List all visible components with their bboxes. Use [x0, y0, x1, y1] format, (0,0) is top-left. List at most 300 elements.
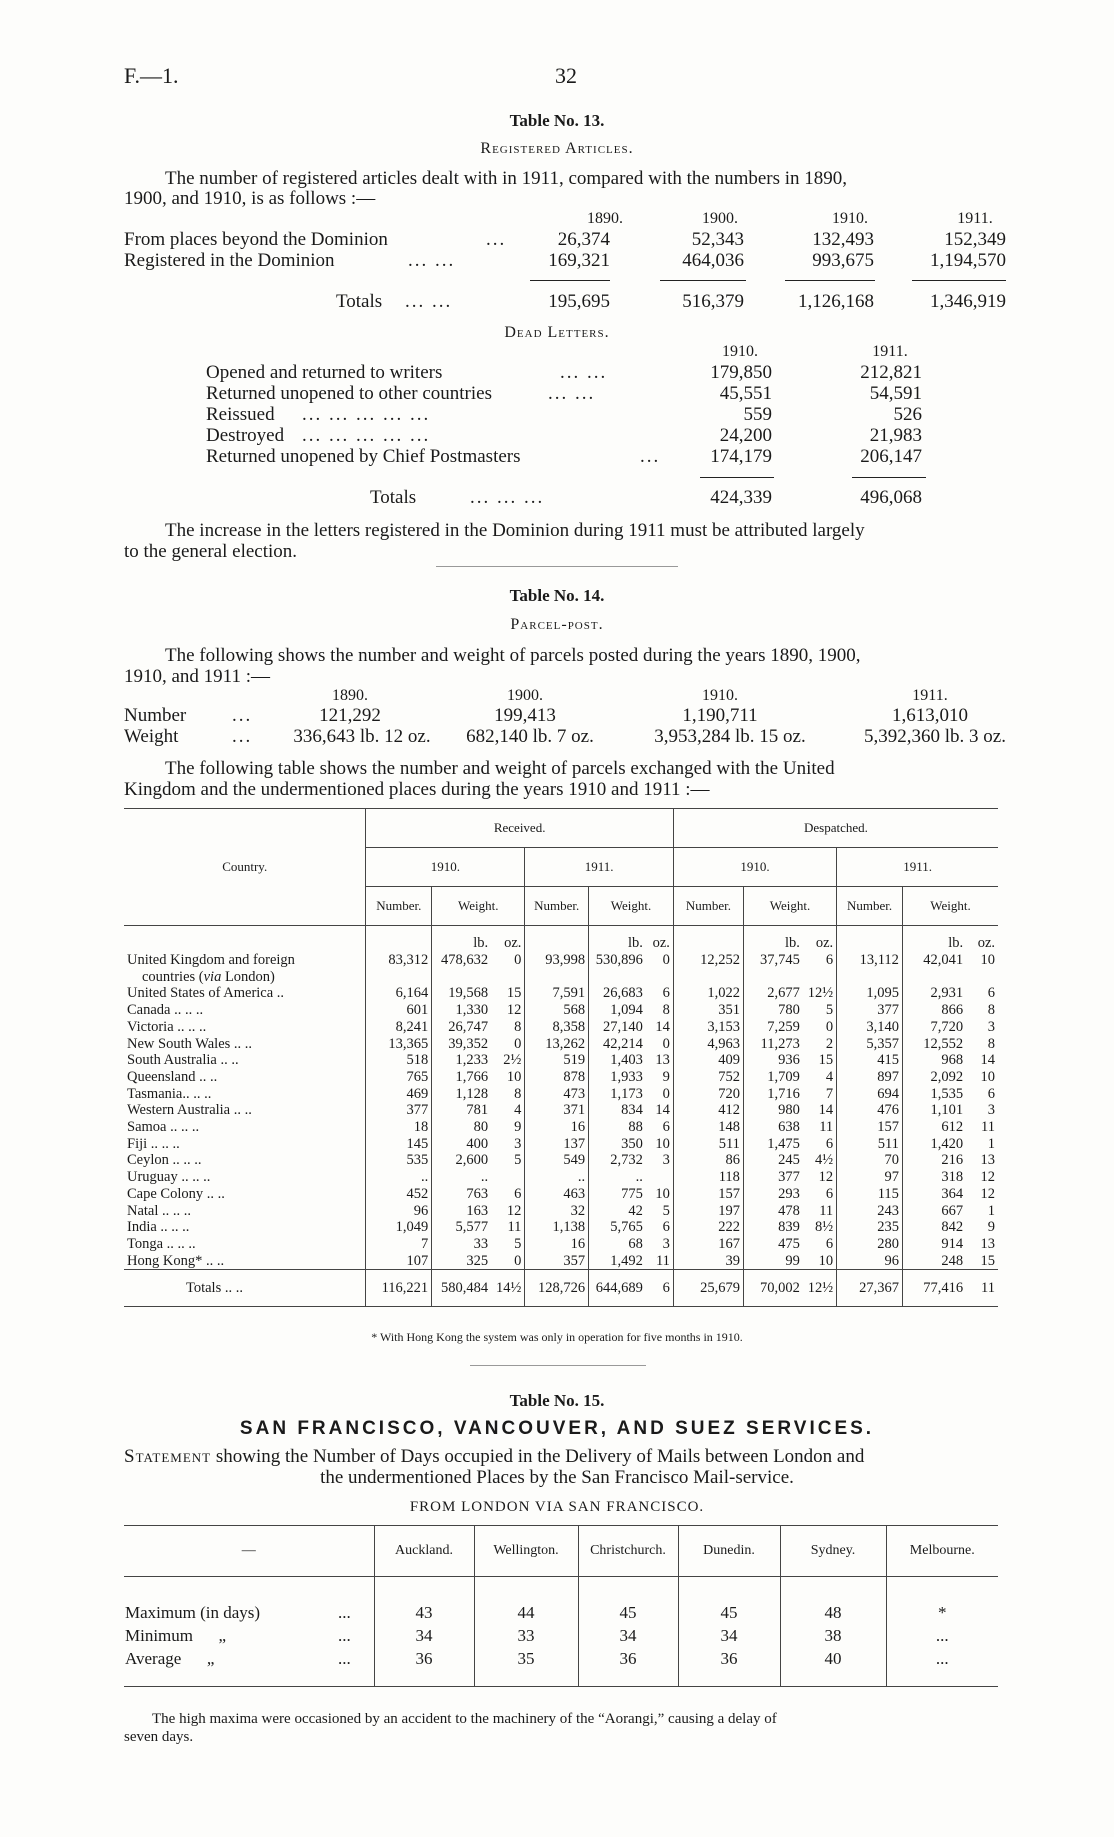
cell-number: 243	[837, 1203, 903, 1220]
cell-weight-oz: 12	[491, 1002, 525, 1019]
cell-number: 357	[525, 1253, 589, 1270]
value-1911: 1,194,570	[930, 250, 1006, 271]
cell-number: 32	[525, 1203, 589, 1220]
auckland-value: 36	[374, 1647, 474, 1670]
wellington-value: 35	[474, 1647, 578, 1670]
cell-number: 535	[366, 1152, 432, 1169]
wellington-value: 33	[474, 1624, 578, 1647]
cell-weight-lb: 866	[902, 1002, 966, 1019]
country-cell	[124, 1236, 366, 1253]
cell-weight-oz: 14	[646, 1102, 674, 1119]
value-1910: 174,179	[710, 446, 772, 467]
country-cell	[124, 1136, 366, 1153]
cell-number: 1,049	[366, 1219, 432, 1236]
leader-dots: ...	[338, 1649, 351, 1668]
dunedin-header: Dunedin.	[678, 1526, 780, 1577]
cell-weight-lb: 7,259	[743, 1019, 802, 1036]
melbourne-header: Melbourne.	[886, 1526, 998, 1577]
units-row	[124, 926, 998, 953]
leader-dots: ...	[640, 446, 661, 467]
cell-number: 371	[525, 1102, 589, 1119]
table-14-intro-line2: 1910, and 1911 :—	[124, 666, 271, 687]
cell-weight-lb: 27,140	[589, 1019, 646, 1036]
table-row	[124, 1186, 998, 1203]
table-15-statement-line2: the undermentioned Places by the San Francisco Mail-service.	[320, 1467, 794, 1488]
cell-weight-lb: 1,094	[589, 1002, 646, 1019]
table-row	[124, 1002, 998, 1019]
cell-weight-oz: 9	[987, 1219, 995, 1236]
cell-weight-oz: 12½	[803, 985, 837, 1002]
empty-cell	[803, 969, 837, 986]
cell-number: 377	[837, 1002, 903, 1019]
label-text: Maximum (in days)	[125, 1603, 261, 1622]
country-name: Fiji .. .. ..	[127, 1135, 180, 1152]
cell-number: 128,726	[525, 1270, 589, 1307]
weight-1890: 336,643 lb. 12 oz.	[293, 726, 431, 747]
cell-weight-lb: 1,128	[432, 1086, 491, 1103]
country-name: Natal .. .. ..	[127, 1202, 192, 1219]
year-1911: 1911.	[957, 210, 993, 227]
total-1900: 516,379	[682, 291, 744, 312]
cell-weight-oz: 10	[646, 1186, 674, 1203]
cell-number: 452	[366, 1186, 432, 1203]
table-row	[124, 985, 998, 1002]
cell-weight-lb: 1,420	[902, 1136, 966, 1153]
cell-number: 96	[837, 1253, 903, 1270]
cell-weight-oz: 0	[646, 952, 674, 969]
cell-weight-oz: 9	[646, 1069, 674, 1086]
row-label	[124, 1647, 374, 1670]
cell-number: 70	[837, 1152, 903, 1169]
cell-number: 463	[525, 1186, 589, 1203]
cell-weight-oz: 15	[491, 985, 525, 1002]
leader-dots: ...	[232, 705, 253, 726]
country-name: Tasmania.. .. ..	[127, 1085, 212, 1102]
cell-weight-lb: 530,896	[589, 952, 646, 969]
leader-dots: ... ...	[408, 250, 456, 271]
cell-weight-lb: 293	[743, 1186, 802, 1203]
value-1910: 45,551	[719, 383, 772, 404]
cell-weight-lb: 2,732	[589, 1152, 646, 1169]
cell-weight-lb: 77,416	[902, 1270, 966, 1307]
cell-weight-oz: 11	[803, 1203, 837, 1220]
cell-weight-lb: 914	[902, 1236, 966, 1253]
cell-number: 3,140	[837, 1019, 903, 1036]
statement-word: Statement	[124, 1446, 212, 1467]
cell-number: 511	[837, 1136, 903, 1153]
leader-dots: ... ...	[548, 383, 596, 404]
cell-weight-lb: 99	[743, 1253, 802, 1270]
cell-weight-lb: 1,173	[589, 1086, 646, 1103]
received-1911-header: 1911.	[525, 848, 674, 887]
weight-header: Weight.	[743, 887, 836, 926]
dead-letters-title: Dead Letters.	[504, 324, 610, 341]
weight-header: Weight.	[432, 887, 525, 926]
cell-weight-oz: 13	[980, 1235, 995, 1252]
country-cell	[124, 1186, 366, 1203]
country-name: Samoa .. .. ..	[127, 1119, 200, 1136]
cell-number: ..	[525, 1169, 589, 1186]
cell-weight-oz: 3	[987, 1102, 995, 1119]
cell-weight-oz: 11	[966, 1270, 998, 1307]
country-cell	[124, 1052, 366, 1069]
cell-weight-lb: 580,484	[432, 1270, 491, 1307]
cell-number: 720	[673, 1086, 743, 1103]
empty-cell	[673, 969, 743, 986]
cell-weight-oz: 10	[646, 1136, 674, 1153]
cell-weight-lb: 37,745	[743, 952, 802, 969]
label-text: Average „	[125, 1649, 215, 1668]
weight-1911: 5,392,360 lb. 3 oz.	[864, 726, 1006, 747]
cell-weight-oz: 12	[980, 1169, 995, 1186]
cell-weight-lb: 70,002	[743, 1270, 802, 1307]
label-text: Minimum „	[125, 1626, 227, 1645]
cell-weight-lb: 325	[432, 1253, 491, 1270]
country-name: Ceylon .. .. ..	[127, 1152, 202, 1169]
country-cell	[124, 1069, 366, 1086]
cell-number: 93,998	[525, 952, 589, 969]
country-name: United States of America ..	[127, 985, 285, 1002]
cell-number: 145	[366, 1136, 432, 1153]
cell-weight-lb: 216	[902, 1152, 966, 1169]
cell-number: 157	[673, 1186, 743, 1203]
table-14-intro-line1: The following shows the number and weight of parcels posted during the years 1890, 1900,	[165, 645, 861, 666]
table-row	[124, 1052, 998, 1069]
leader-dots: ... ...	[560, 362, 608, 383]
row-label	[124, 1601, 374, 1624]
cell-weight-oz: 3	[646, 1152, 674, 1169]
sydney-value: 40	[780, 1647, 886, 1670]
country-name: Western Australia .. ..	[127, 1102, 252, 1119]
cell-number: 280	[837, 1236, 903, 1253]
empty-cell	[432, 969, 491, 986]
cell-weight-oz	[491, 1169, 525, 1186]
cell-weight-oz: 13	[646, 1052, 674, 1069]
cell-weight-lb: 26,683	[589, 985, 646, 1002]
value-1911: 212,821	[860, 362, 922, 383]
cell-weight-lb: 1,709	[743, 1069, 802, 1086]
lb-unit: lb.	[743, 926, 802, 953]
melbourne-value: ...	[886, 1647, 998, 1670]
year-1890: 1890.	[587, 210, 623, 227]
cell-weight-lb: 42,041	[902, 952, 966, 969]
cell-weight-oz: 11	[646, 1253, 674, 1270]
cell-number: 765	[366, 1069, 432, 1086]
despatched-1910-header: 1910.	[673, 848, 836, 887]
cell-number: 694	[837, 1086, 903, 1103]
row-label: Returned unopened by Chief Postmasters	[206, 446, 521, 467]
christchurch-value: 45	[578, 1601, 678, 1624]
cell-weight-oz: 11	[803, 1119, 837, 1136]
cell-weight-oz: 1	[987, 1135, 995, 1152]
christchurch-header: Christchurch.	[578, 1526, 678, 1577]
cell-weight-lb: 1,475	[743, 1136, 802, 1153]
total-1890: 195,695	[548, 291, 610, 312]
cell-weight-oz: 6	[803, 952, 837, 969]
year-1911: 1911.	[912, 687, 948, 704]
weight-header: Weight.	[589, 887, 674, 926]
sydney-value: 48	[780, 1601, 886, 1624]
cell-weight-lb: 33	[432, 1236, 491, 1253]
row-label: Destroyed	[206, 425, 285, 446]
cell-weight-lb: 400	[432, 1136, 491, 1153]
table-row	[124, 1253, 998, 1270]
cell-weight-oz: 13	[980, 1152, 995, 1169]
cell-weight-lb: 163	[432, 1203, 491, 1220]
country-cell	[124, 1119, 366, 1136]
cell-number: 4,963	[673, 1036, 743, 1053]
cell-weight-lb: ..	[432, 1169, 491, 1186]
table-row	[124, 1219, 998, 1236]
country-name: Hong Kong* .. ..	[127, 1252, 225, 1269]
cell-weight-oz: 1	[987, 1202, 995, 1219]
table-15-title: Table No. 15.	[509, 1391, 605, 1410]
sydney-header: Sydney.	[780, 1526, 886, 1577]
row-label: Registered in the Dominion	[124, 250, 335, 271]
year-1910: 1910.	[832, 210, 868, 227]
oz-unit: oz.	[977, 935, 995, 952]
received-header: Received.	[366, 809, 674, 848]
lb-unit: lb.	[589, 926, 646, 953]
minimum-row	[124, 1624, 998, 1647]
year-1910: 1910.	[722, 343, 758, 360]
total-1911: 496,068	[860, 487, 922, 508]
cell-weight-lb: 781	[432, 1102, 491, 1119]
empty-cell	[366, 969, 432, 986]
cell-weight-oz: 8	[987, 1035, 995, 1052]
totals-label: Totals	[370, 487, 417, 508]
country-cell	[124, 1152, 366, 1169]
cell-weight-lb: 842	[902, 1219, 966, 1236]
country-cell	[124, 1086, 366, 1103]
cell-number: 549	[525, 1152, 589, 1169]
cell-number: 148	[673, 1119, 743, 1136]
lb-unit: lb.	[902, 926, 966, 953]
cell-number: 601	[366, 1002, 432, 1019]
cell-weight-oz: 7	[803, 1086, 837, 1103]
cell-weight-lb: 644,689	[589, 1270, 646, 1307]
cell-weight-lb: 80	[432, 1119, 491, 1136]
total-1911: 1,346,919	[930, 291, 1006, 312]
cell-weight-lb: 1,933	[589, 1069, 646, 1086]
cell-number: 13,262	[525, 1036, 589, 1053]
table-13-note-line1: The increase in the letters registered in the Dominion during 1911 must be attributed largely	[165, 520, 865, 541]
country-cell	[124, 1169, 366, 1186]
cell-weight-oz: 5	[491, 1152, 525, 1169]
cell-weight-oz: 0	[646, 1036, 674, 1053]
oz-unit: oz.	[803, 926, 837, 953]
cell-number: 107	[366, 1253, 432, 1270]
year-1900: 1900.	[702, 210, 738, 227]
table-row	[124, 1152, 998, 1169]
cell-weight-oz: 11	[981, 1119, 995, 1136]
wellington-header: Wellington.	[474, 1526, 578, 1577]
weight-1900: 682,140 lb. 7 oz.	[466, 726, 594, 747]
country-name: Totals .. ..	[186, 1280, 243, 1296]
leader-dots: ...	[338, 1603, 351, 1622]
cell-number: 6,164	[366, 985, 432, 1002]
cell-number: 511	[673, 1136, 743, 1153]
leader-dots: ... ... ...	[470, 487, 545, 508]
row-label	[124, 1624, 374, 1647]
cell-weight-oz: 2	[803, 1036, 837, 1053]
cell-weight-lb: 39,352	[432, 1036, 491, 1053]
cell-weight-lb: 478,632	[432, 952, 491, 969]
cell-weight-oz: 6	[491, 1186, 525, 1203]
cell-weight-oz: 8	[987, 1002, 995, 1019]
totals-row	[124, 1270, 998, 1307]
cell-number: 519	[525, 1052, 589, 1069]
section-divider	[436, 566, 678, 567]
cell-number: 167	[673, 1236, 743, 1253]
country-cell	[124, 1270, 366, 1307]
cell-number: 469	[366, 1086, 432, 1103]
cell-weight-oz: 6	[987, 985, 995, 1002]
cell-weight-lb: 11,273	[743, 1036, 802, 1053]
cell-weight-lb: 2,600	[432, 1152, 491, 1169]
table-row	[124, 1069, 998, 1086]
number-1910: 1,190,711	[682, 705, 758, 726]
cell-weight-oz: 8	[646, 1002, 674, 1019]
leader-dots: ... ...	[405, 291, 453, 312]
cell-weight-lb: 667	[902, 1203, 966, 1220]
cell-weight-lb: 26,747	[432, 1019, 491, 1036]
empty-cell	[966, 969, 998, 986]
cell-number: 1,138	[525, 1219, 589, 1236]
cell-weight-oz: 6	[646, 1119, 674, 1136]
cell-weight-oz: 12½	[803, 1270, 837, 1307]
cell-weight-lb: 248	[902, 1253, 966, 1270]
weight-label: Weight	[124, 726, 179, 747]
table-13-title: Table No. 13.	[509, 111, 605, 130]
cell-weight-lb: 19,568	[432, 985, 491, 1002]
sum-rule	[530, 280, 610, 281]
cell-weight-lb: ..	[589, 1169, 646, 1186]
sum-rule	[852, 477, 926, 478]
year-1910: 1910.	[702, 687, 738, 704]
cell-weight-oz	[646, 1169, 674, 1186]
table-14-intro-line3: The following table shows the number and weight of parcels exchanged with the United	[165, 758, 835, 779]
cell-weight-lb: 5,765	[589, 1219, 646, 1236]
value-1910: 993,675	[812, 250, 874, 271]
maximum-row	[124, 1601, 998, 1624]
cell-weight-oz: 0	[803, 1019, 837, 1036]
cell-number: 409	[673, 1052, 743, 1069]
cell-weight-oz: 8	[491, 1086, 525, 1103]
cell-weight-lb: 775	[589, 1186, 646, 1203]
cell-number: 568	[525, 1002, 589, 1019]
san-francisco-table	[124, 1525, 998, 1687]
cell-weight-oz: 0	[646, 1086, 674, 1103]
cell-number: 157	[837, 1119, 903, 1136]
table-row	[124, 1019, 998, 1036]
cell-weight-oz: 5	[646, 1203, 674, 1220]
cell-weight-lb: 968	[902, 1052, 966, 1069]
table-13-subtitle: Registered Articles.	[480, 140, 634, 157]
table-row	[124, 1136, 998, 1153]
cell-number: 3,153	[673, 1019, 743, 1036]
cell-weight-lb: 350	[589, 1136, 646, 1153]
cell-number: 137	[525, 1136, 589, 1153]
cell-weight-oz: 6	[803, 1136, 837, 1153]
table-row	[124, 1102, 998, 1119]
oz-unit: oz.	[646, 926, 674, 953]
table-row-continuation	[124, 969, 998, 986]
cell-number: 518	[366, 1052, 432, 1069]
auckland-value: 43	[374, 1601, 474, 1624]
cell-weight-lb: 1,403	[589, 1052, 646, 1069]
country-name: India .. .. ..	[127, 1219, 190, 1236]
cell-number: 473	[525, 1086, 589, 1103]
cell-number: 27,367	[837, 1270, 903, 1307]
cell-weight-lb: 1,233	[432, 1052, 491, 1069]
cell-weight-lb: 2,677	[743, 985, 802, 1002]
country-cell	[124, 1102, 366, 1119]
weight-1910: 3,953,284 lb. 15 oz.	[654, 726, 806, 747]
country-name: Queensland .. ..	[127, 1068, 218, 1085]
cell-weight-oz: 3	[987, 1018, 995, 1035]
cell-weight-oz: 3	[646, 1236, 674, 1253]
cell-weight-oz: 12	[803, 1169, 837, 1186]
value-1890: 169,321	[548, 250, 610, 271]
leader-dots: ...	[232, 726, 253, 747]
leader-dots: ...	[486, 229, 507, 250]
cell-weight-oz: 4	[803, 1069, 837, 1086]
value-1900: 464,036	[682, 250, 744, 271]
cell-weight-lb: 936	[743, 1052, 802, 1069]
row-label: Returned unopened to other countries	[206, 383, 492, 404]
country-name: New South Wales .. ..	[127, 1035, 253, 1052]
value-1910: 179,850	[710, 362, 772, 383]
wellington-value: 44	[474, 1601, 578, 1624]
sum-rule	[785, 280, 875, 281]
cell-weight-oz: 12	[980, 1185, 995, 1202]
cell-number: ..	[366, 1169, 432, 1186]
cell-number: 16	[525, 1119, 589, 1136]
despatched-header: Despatched.	[673, 809, 998, 848]
cell-weight-oz: 6	[646, 985, 674, 1002]
cell-weight-lb: 42,214	[589, 1036, 646, 1053]
country-name: Canada .. .. ..	[127, 1002, 204, 1019]
country-cell	[124, 1002, 366, 1019]
cell-number: 86	[673, 1152, 743, 1169]
empty-cell	[525, 969, 589, 986]
number-header: Number.	[837, 887, 903, 926]
cell-number: 7	[366, 1236, 432, 1253]
table-14-title: Table No. 14.	[509, 586, 605, 605]
empty-cell	[589, 969, 646, 986]
cell-weight-oz: 4	[491, 1102, 525, 1119]
cell-weight-oz: 8½	[803, 1219, 837, 1236]
christchurch-value: 34	[578, 1624, 678, 1647]
value-1900: 52,343	[691, 229, 744, 250]
country-cell	[124, 969, 366, 986]
page-number: 32	[555, 63, 577, 88]
table-14-intro-line4: Kingdom and the undermentioned places during the years 1910 and 1911 :—	[124, 779, 710, 800]
cell-weight-oz: 4½	[803, 1152, 837, 1169]
cell-weight-oz: 9	[491, 1119, 525, 1136]
total-1910: 424,339	[710, 487, 772, 508]
cell-weight-oz: 15	[803, 1052, 837, 1069]
cell-number: 116,221	[366, 1270, 432, 1307]
sydney-value: 38	[780, 1624, 886, 1647]
cell-weight-lb: 780	[743, 1002, 802, 1019]
cell-weight-oz: 14	[980, 1052, 995, 1069]
country-name: Cape Colony .. ..	[127, 1185, 225, 1202]
cell-weight-oz: 14	[646, 1019, 674, 1036]
cell-weight-lb: 7,720	[902, 1019, 966, 1036]
cell-weight-oz: 10	[980, 1068, 995, 1085]
